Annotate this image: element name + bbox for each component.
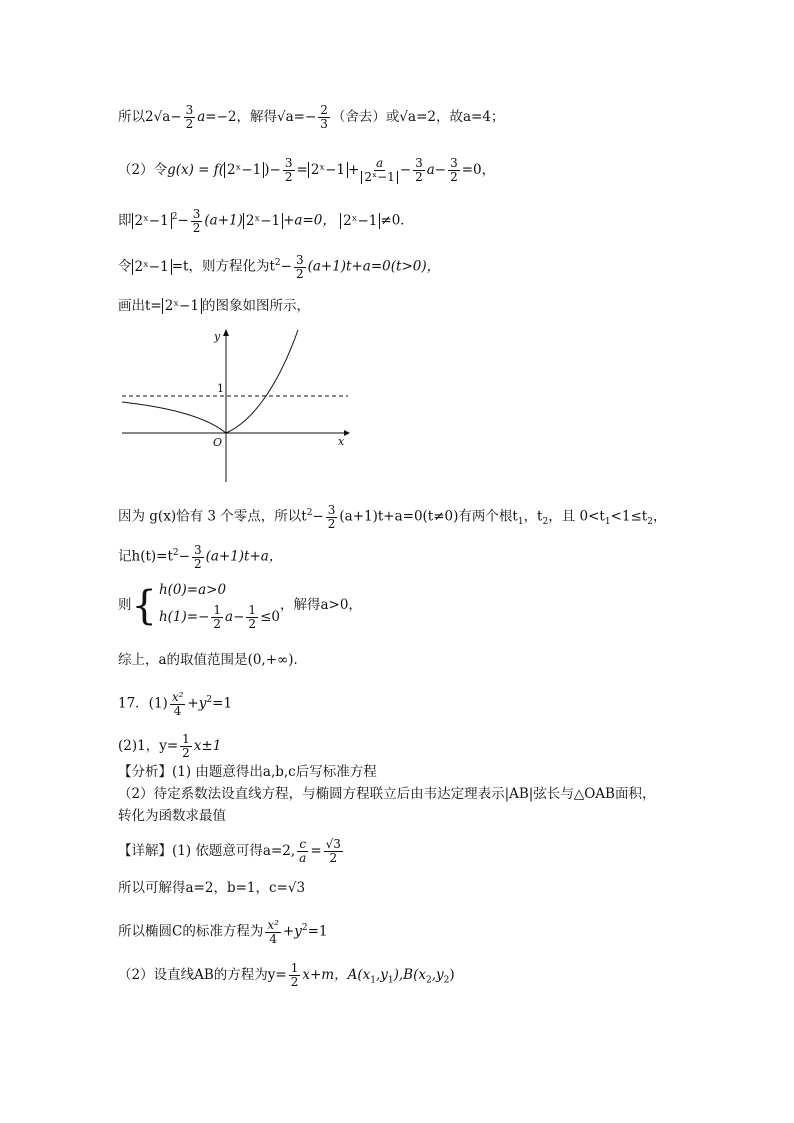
text: 令 [118,258,132,275]
text: 记h(t)=t [118,548,173,565]
text: − [399,162,412,178]
y-arrow [223,329,229,336]
den: 2 [329,851,338,865]
text: 所以椭圆C的标准方程为 [118,923,264,940]
text: 【详解】(1) 依题意可得a=2, [118,843,296,859]
origin-label: O [213,436,223,449]
sub: 1 [387,975,394,986]
fraction [265,919,281,946]
text: =2，故a=4； [416,109,505,125]
text: − [280,258,292,275]
den: 2 [213,617,222,631]
text: ≠0． [380,212,414,229]
sub: 1 [517,517,524,528]
text: (a+1)t+a， [205,548,283,565]
y-label: y [214,330,221,343]
text: (a+1)t+a=0(t>0)， [307,258,441,275]
num: 3 [327,502,336,517]
text: ,y [431,967,444,983]
num: 3 [185,103,194,117]
text: − [312,508,324,525]
curve-right [226,330,298,433]
den: 2 [290,975,299,989]
den: 4 [173,703,182,718]
num: 3 [295,252,304,267]
var-a: a [197,109,206,125]
text: +a=0， [283,212,336,229]
line-1 [118,104,504,131]
text: − [178,548,190,565]
equation-system [132,580,280,631]
text: （舍去）或 [331,109,400,125]
den: 2 [284,170,293,184]
den: 2 [295,266,304,281]
line-14 [118,806,226,826]
system-row-1: h(0)=a>0 [158,582,227,598]
den: 2ˣ−1 [361,171,397,184]
text: (0,+∞)． [247,652,308,668]
text: a− [225,609,245,625]
text: 综上，a的取值范围是 [118,652,248,668]
text: 的图象如图所示， [201,298,310,314]
sub: 1 [370,975,376,986]
x-arrow [344,430,350,436]
num: c [299,837,307,851]
text: +y [282,923,302,940]
text: ),B(x [393,967,426,983]
text: x+m，A(x [302,967,371,983]
line-8 [118,580,362,631]
text: 所以可解得a=2，b=1，c=√3 [118,880,306,896]
num: a [375,156,384,170]
fraction [180,733,192,760]
num: x² [267,917,279,932]
sqrt-a: √a [153,109,171,125]
sqrt-a: √a [276,109,294,125]
fraction [413,157,425,184]
text: ，解得a>0， [279,597,362,613]
fraction [326,504,338,531]
line-4 [118,253,440,281]
den: 2 [192,220,201,235]
text: 【分析】(1) 由题意得出a,b,c后写标准方程 [118,764,377,780]
sub: 2 [425,975,432,986]
num: 1 [213,603,222,617]
sub: 2 [647,517,653,528]
text: =− [293,109,317,125]
line-11 [118,733,221,760]
sup: 2 [306,508,313,518]
line-10 [118,690,232,718]
text: 因为 g(x)恰有 3 个零点，所以t [118,508,307,525]
text: =−2，解得 [205,109,277,125]
fraction [170,691,186,718]
line-16 [118,878,305,898]
system-rows [159,580,280,631]
text: =1 [307,923,328,940]
system-row-2 [159,604,280,631]
text: )− [264,162,281,178]
fraction [324,838,343,865]
sup: 2 [171,212,178,222]
fraction [297,838,308,865]
den: 3 [320,117,328,131]
text: (2)1，y= [118,738,179,754]
line-5 [118,296,310,316]
num: 3 [192,206,201,221]
num: 3 [450,156,458,170]
text: + [348,162,360,178]
function-graph [118,326,358,486]
text: ，t [523,508,543,525]
line-9 [118,650,307,670]
den: 2 [415,170,423,184]
curve-left [122,402,226,433]
sup: 2 [172,548,179,558]
line-18 [118,962,455,991]
text: 转化为函数求最值 [118,808,226,824]
text: ) [449,967,455,983]
num: 2 [320,103,328,117]
text: 所以2 [118,109,154,125]
abs-expr: 2ˣ−1 [132,259,172,275]
line-15 [118,838,345,865]
den: 2 [182,746,190,760]
text: g(x) = f( [167,162,225,178]
text: 画出t= [118,298,162,314]
text: 则 [118,597,132,613]
text: =t，则方程化为t [171,258,275,275]
fraction [283,157,295,184]
text: +y [187,695,207,712]
fraction [184,104,196,131]
den: 2 [450,170,458,184]
text: − [177,212,189,229]
num: √3 [325,837,341,851]
fraction [289,962,301,989]
sup: 2 [206,695,213,705]
text: 17．(1) [118,695,168,712]
den: 2 [193,556,202,571]
num: 1 [182,732,190,746]
text: ,y [375,967,388,983]
fraction [211,604,223,631]
text: （2）令 [118,162,168,178]
text: h(1)=− [158,609,210,625]
text: <1≤t [610,508,648,525]
line-3 [118,207,414,235]
fraction [246,604,258,631]
abs-expr: 2ˣ−1 [224,162,264,178]
den: 2 [248,617,257,631]
abs-expr: 2ˣ−1 [340,213,380,229]
sup: 2 [274,258,281,268]
abs-expr: 2ˣ−1 [162,298,202,314]
x-label: x [338,435,345,448]
sub: 2 [443,975,450,986]
sup: 2 [301,923,308,933]
den: 2 [185,117,194,131]
text: = [310,843,322,859]
fraction [318,104,330,131]
text: a− [426,162,447,178]
text: (a+1) [204,212,243,229]
den: 4 [269,931,277,946]
text: （2）设直线AB的方程为y= [118,967,287,983]
den: 2 [327,516,336,531]
text: =0， [461,162,496,178]
line-17 [118,918,328,946]
one-label: 1 [217,382,224,395]
num: 1 [248,603,257,617]
fraction [448,157,460,184]
den: a [299,851,307,865]
num: 1 [290,961,299,975]
num: 3 [415,156,423,170]
sub: 2 [542,517,549,528]
text: x±1 [193,738,222,754]
fraction [192,544,204,571]
abs-expr: 2ˣ−1 [243,213,283,229]
text: 即 [118,212,132,229]
num: 3 [284,156,293,170]
num: 3 [193,542,202,557]
fraction [191,208,203,235]
text: ≤0 [260,609,280,625]
line-2 [118,157,495,184]
text: ，且 0<t [548,508,605,525]
abs-expr: 2ˣ−1 [308,162,348,178]
sqrt-a: √a [399,109,417,125]
line-6 [118,503,666,532]
text: （2）待定系数法设直线方程，与椭圆方程联立后由韦达定理表示|AB|弦长与△OAB面积， [118,786,656,802]
text: ， [652,508,667,525]
fraction [294,254,306,281]
text: (a+1)t+a=0(t≠0)有两个根t [339,508,518,525]
line-12 [118,762,377,782]
sub: 1 [604,517,611,528]
line-13 [118,784,655,804]
num: x² [171,689,184,704]
text: =1 [212,695,232,712]
fraction [361,157,397,184]
text: − [170,109,182,125]
abs-expr: 2ˣ−1 [132,213,172,229]
brace: { [131,582,157,629]
text: = [296,162,308,178]
line-7 [118,543,282,571]
